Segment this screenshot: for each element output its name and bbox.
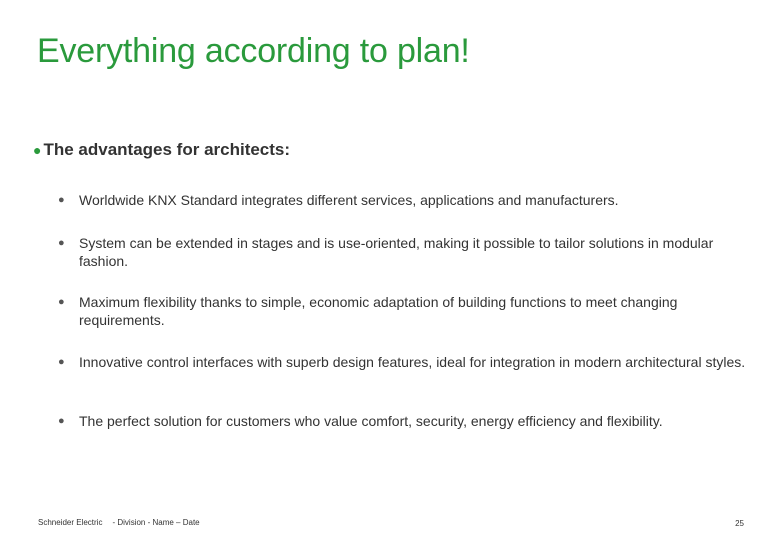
footer-company: Schneider Electric	[38, 518, 103, 527]
section-heading	[33, 140, 290, 160]
list-item	[58, 293, 748, 329]
list-item-text: Worldwide KNX Standard integrates different services, applications and manufacturers.	[79, 192, 619, 208]
list-item-text: Maximum flexibility thanks to simple, economic adaptation of building functions to meet changing requirements.	[79, 294, 678, 328]
list-item	[58, 412, 748, 430]
list-item-text: Innovative control interfaces with superb design features, ideal for integration in modern architectural styles.	[79, 354, 746, 370]
bullet-icon: ●	[58, 237, 65, 249]
bullet-icon: ●	[58, 296, 65, 308]
heading-bullet-icon: ●	[33, 142, 42, 158]
page-number: 25	[735, 519, 744, 528]
slide-title: Everything according to plan!	[37, 32, 470, 70]
bullet-icon: ●	[58, 356, 65, 368]
bullet-icon: ●	[58, 194, 65, 206]
footer	[38, 518, 200, 527]
footer-meta: - Division - Name – Date	[112, 518, 200, 527]
list-item-text: The perfect solution for customers who value comfort, security, energy efficiency and flexibility.	[79, 413, 663, 429]
list-item	[58, 234, 748, 270]
section-heading-text: The advantages for architects:	[43, 140, 291, 159]
bullet-icon: ●	[58, 415, 65, 427]
list-item	[58, 353, 748, 371]
list-item	[58, 191, 748, 209]
list-item-text: System can be extended in stages and is use-oriented, making it possible to tailor solutions in modular fashion.	[79, 235, 714, 269]
